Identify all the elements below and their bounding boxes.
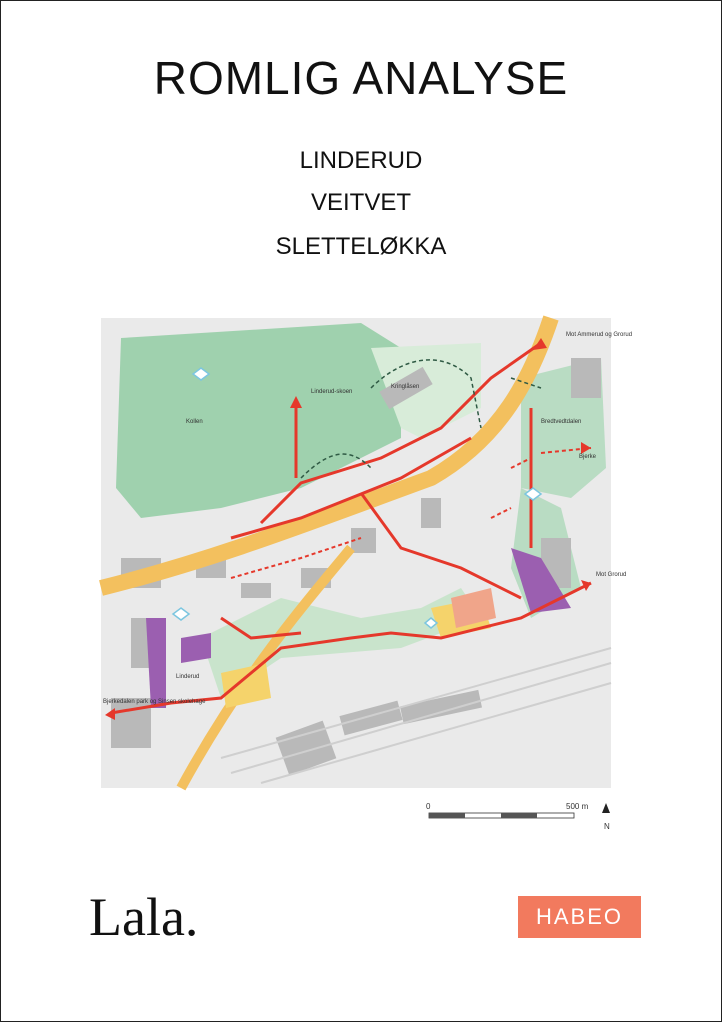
map-label-top-right: Mot Ammerud og Grorud [566,332,633,338]
map-label-kollen: Kollen [186,419,203,425]
area-map [101,318,633,788]
scale-bar [426,799,616,839]
north-arrow-icon [602,803,610,813]
map-label-bredtvedtdalen: Bredtvedtdalen [541,419,582,425]
map-label-kringlasen: Kringlåsen [391,384,420,390]
map-label-right-mid: Bjerke [579,454,597,460]
north-label: N [604,822,610,831]
lala-logo: Lala. [89,887,199,947]
map-label-linderud-skoen: Linderud-skoen [311,389,353,395]
map-label-right-low: Mot Grorud [596,572,627,578]
scale-zero: 0 [426,802,431,811]
subtitle-slettelokka: SLETTELØKKA [275,233,447,260]
subtitle-veitvet: VEITVET [310,189,412,216]
map-label-left-low: Bjerkedalen park og Sinsen skolehage [103,699,206,705]
subtitle-linderud: LINDERUD [299,147,423,174]
map-label-linderud: Linderud [176,674,200,680]
scale-distance: 500 m [566,802,589,811]
habeo-logo: HABEO [518,896,641,938]
page-title: ROMLIG ANALYSE [153,52,569,104]
